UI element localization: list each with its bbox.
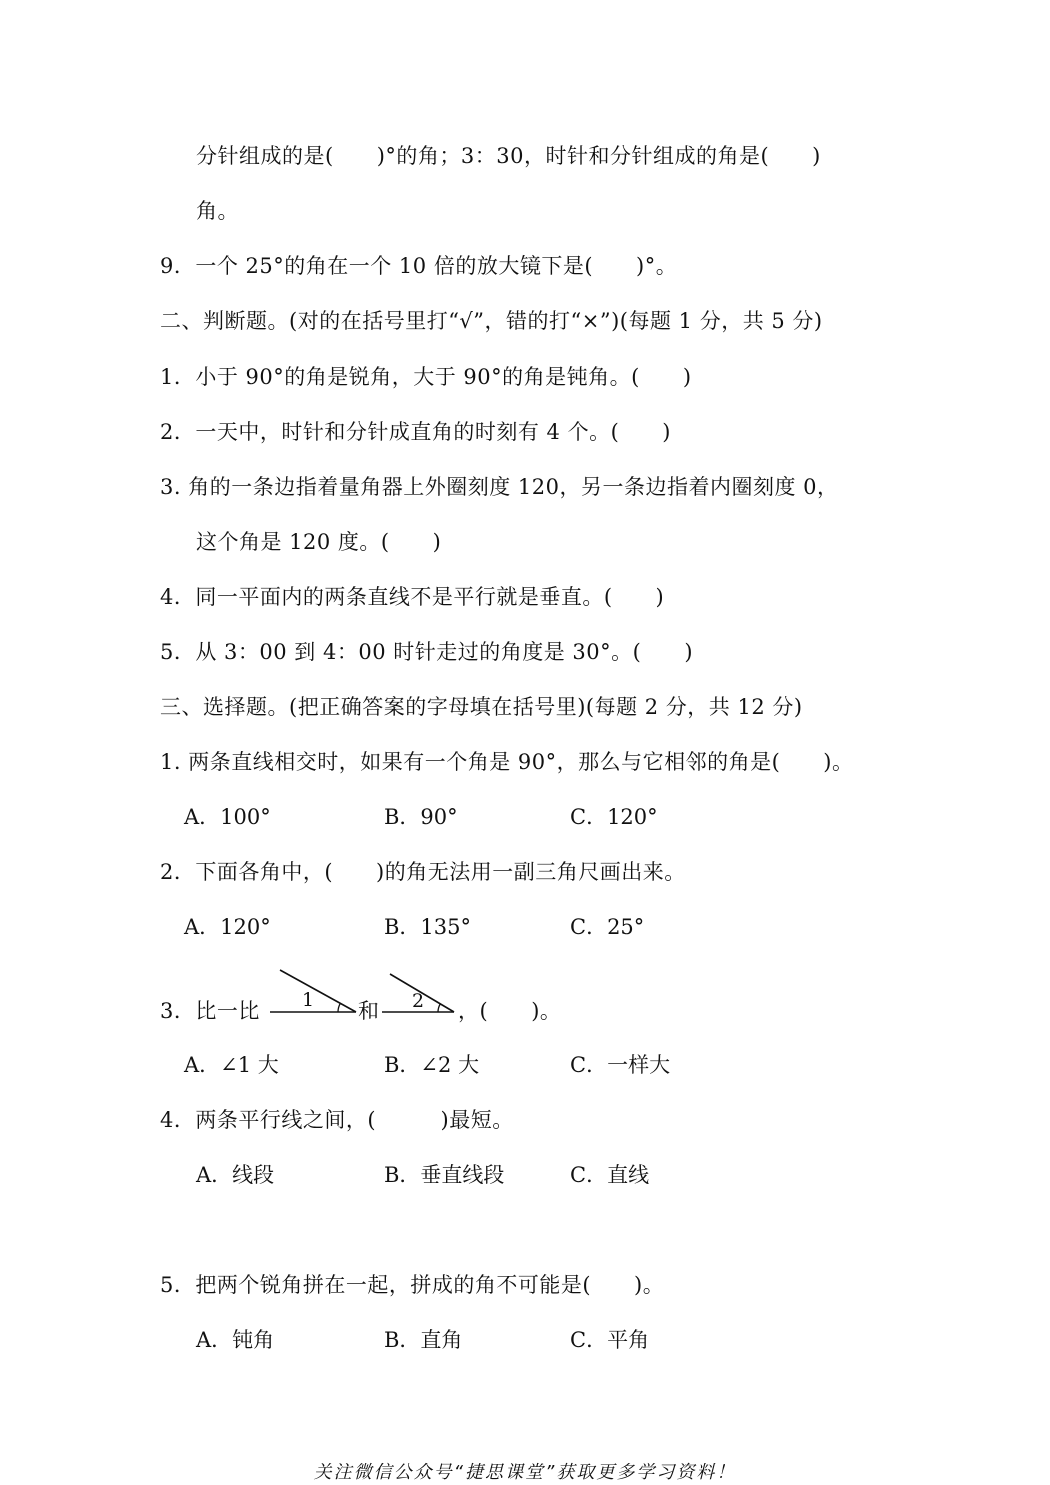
choice-q3-option-c: C．一样大 [570,1053,671,1077]
choice-q4-option-b: B．垂直线段 [384,1163,505,1187]
choice-q1-option-c: C．120° [570,805,658,829]
judge-item-1: 1．小于 90°的角是锐角，大于 90°的角是钝角。( ) [160,365,692,389]
choice-q2-option-c: C．25° [570,915,645,939]
choice-q3-and: 和 [358,999,380,1023]
choice-section-heading: 三、选择题。(把正确答案的字母填在括号里)(每题 2 分，共 12 分) [160,695,803,719]
choice-q5-option-a: A．钝角 [196,1328,275,1352]
angle-2-figure [380,970,458,1014]
angle-1-slanted-ray [280,970,356,1012]
choice-q2-option-a: A．120° [184,915,271,939]
judge-item-2: 2．一天中，时针和分针成直角的时刻有 4 个。( ) [160,420,671,444]
choice-q4-option-a: A．线段 [196,1163,275,1187]
choice-q3-stem-prefix: 3．比一比 [160,999,260,1023]
angle-2-arc [438,1004,440,1012]
footer-note: 关注微信公众号“捷思课堂”获取更多学习资料！ [313,1462,737,1483]
choice-q5-option-b: B．直角 [384,1328,463,1352]
angle-2-label: 2 [412,990,425,1012]
choice-q2-stem: 2．下面各角中，( )的角无法用一副三角尺画出来。 [160,860,686,884]
angle-1-label: 1 [302,989,315,1011]
judge-item-5: 5．从 3：00 到 4：00 时针走过的角度是 30°。( ) [160,640,694,664]
judge-section-heading: 二、判断题。(对的在括号里打“√”，错的打“×”)(每题 1 分，共 5 分) [160,309,823,333]
q8-continuation: 分针组成的是( )°的角；3：30，时针和分针组成的角是( ) [196,144,821,168]
angle-1-arc [338,1003,340,1012]
choice-q2-option-b: B．135° [384,915,472,939]
choice-q3-stem-suffix: ，( )。 [458,999,562,1023]
judge-item-4: 4．同一平面内的两条直线不是平行就是垂直。( ) [160,585,665,609]
choice-q4-option-c: C．直线 [570,1163,650,1187]
choice-q5-stem: 5．把两个锐角拼在一起，拼成的角不可能是( )。 [160,1273,665,1297]
choice-q3-option-b: B．∠2 大 [384,1053,480,1077]
q8-continuation-2: 角。 [196,199,239,223]
choice-q3-option-a: A．∠1 大 [184,1053,279,1077]
choice-q1-option-b: B．90° [384,805,458,829]
choice-q1-stem: 1. 两条直线相交时，如果有一个角是 90°，那么与它相邻的角是( )。 [160,750,854,774]
judge-item-3-cont: 这个角是 120 度。( ) [196,530,442,554]
choice-q5-option-c: C．平角 [570,1328,650,1352]
choice-q4-stem: 4．两条平行线之间，( )最短。 [160,1108,514,1132]
choice-q1-option-a: A．100° [184,805,271,829]
fill-blank-q9: 9．一个 25°的角在一个 10 倍的放大镜下是( )°。 [160,254,678,278]
judge-item-3: 3. 角的一条边指着量角器上外圈刻度 120，另一条边指着内圈刻度 0， [160,475,839,499]
angle-1-figure [268,966,360,1014]
